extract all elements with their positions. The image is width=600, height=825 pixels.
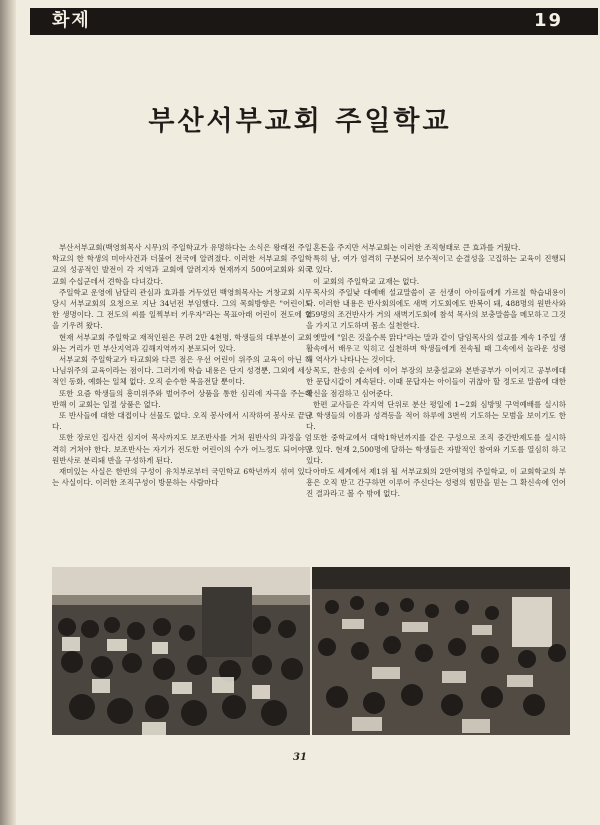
paragraph: 또한 중학교에서 대학1학년까지를 같은 구성으로 조직 중간반제도를 실시하고 있다. 현재 2,500명에 달하는 학생들은 자발적인 참여와 기도를 열심히 하고 있다.: [306, 433, 566, 465]
footer-page-number: 31: [293, 752, 307, 763]
paragraph: 특히 남, 여가 엄격히 구분되어 보수적이고 순결성을 고집하는 교육이 진행되고 있다.: [306, 254, 566, 275]
article-column-left: [52, 242, 312, 488]
paragraph: 한편 교사들은 각지역 단위로 분산 평일에 1~2회 심방및 구역예배를 실시하고 학생들의 이름과 성격등을 적어 하루에 3번씩 기도하는 모범을 보이기도 한다.: [306, 399, 566, 432]
paragraph: 주일학교 운영에 남달리 관심과 효과를 거두었던 백영희목사는 거창교회 시무당시 서부교회의 요청으로 지난 34년전 부임했다. 그의 목회방향은 "어린이도 한 생명이다. 그 전도의 씨를 일찍부터 키우자"라는 목표아래 어린이 전도에 힘을 기우려 왔다.: [52, 287, 312, 331]
section-label: 화제: [52, 10, 91, 31]
paragraph: 또 반사들에 대한 대접이나 선물도 없다. 오직 봉사에서 시작하여 봉사로 끝난다.: [52, 411, 312, 432]
paragraph: 목도, 찬송의 순서에 이어 부장의 보충설교와 본반공부가 이어지고 공부에대한 문답시갑이 계속된다. 이때 문답자는 아이들이 귀찮아 할 정도로 말씀에 대한 확신을 점검하고 심어준다.: [306, 366, 566, 398]
paragraph: 아마도 세계에서 제1위 될 서부교회의 2만여명의 주일학교, 이 교회학교의 부흥은 오직 받고 간구하면 이루어 주신다는 성령의 힘만을 믿는 그 확신속에 언어진 결과라고 볼 수 밖에 없다.: [306, 467, 566, 499]
paragraph: 옛말에 "읽은 것을수록 맑다"라는 말과 같이 담임목사의 설교를 계속 1주일 생활속에서 배우고 익히고 실천하며 학생들에게 전속될 때 그속에서 놀라운 성령의 역사가 나타나는 것이다.: [306, 332, 566, 365]
article-column-right: [306, 242, 566, 500]
page-spine-shadow: [0, 0, 16, 825]
paragraph: 서부교회 주일학교가 타교회와 다른 점은 우선 어린이 위주의 교육이 아닌 하나님위주의 교육이라는 점이다. 그러기에 학습 내용은 단지 성경뿐, 그외에 세상적인 동화, 예화는 일체 없다. 오직 순수한 복음전달 뿐이다.: [52, 355, 312, 387]
paragraph: 목사의 주일낮 대예배 설교말씀이 곧 선생이 아이들에게 가르칠 학습내용이다. 이러한 내용은 반사회의에도 새벽 기도회에도 반복이 돼, 488명의 원반사와 259명의 조건반사가 거의 새벽기도회에 참석 목사의 보충말씀을 메모하고 그것을 가지고 기도하며 몸소 실천한다.: [306, 287, 566, 331]
paragraph: 이 교회의 주일학교 교재는 없다.: [313, 276, 420, 286]
paragraph: 부산서부교회(백영희목사 시무)의 주일학교가 유명하다는 소식은 왕래전 주일학교의 한 학생의 미아사건과 더불어 전국에 알려졌다. 이러한 서부교회 주일학교의 성공적인 발전이 각 지역과 교회에 알려지자 현재까지 500여교회와 외국교회 수십군데서 견학을 다녀갔다.: [52, 243, 312, 286]
photo-children-congregation: [52, 567, 310, 735]
photo-sunday-school-class: [312, 567, 570, 735]
article-title: 부산서부교회 주일학교: [148, 106, 452, 138]
paragraph: 또한 장로인 집사건 심지어 목사까지도 보조반사를 거쳐 원반사의 과정을 엄격히 거쳐야 한다. 보조반사는 자기가 전도한 어린이의 수가 어느정도 되어야만 원반사로 분리돼 반을 구성하게 된다.: [52, 433, 312, 465]
header-page-number: 19: [534, 10, 564, 31]
paragraph: 현재 서부교회 주일학교 재적인원은 무려 2만 4천명, 학생들의 대부분이 교회와는 거리가 먼 부산지역과 김해지역까지 분포되어 있다.: [52, 332, 312, 353]
paragraph: 재미있는 사실은 한반의 구성이 유치부로부터 국민학교 6학년까지 섞여 있다는 사실이다. 이러한 조직구성이 방문하는 사람마다: [52, 467, 312, 488]
header-bar: [30, 8, 598, 35]
paragraph: 또한 요즘 학생들의 흥미위주와 벌어주어 상품을 통한 심리에 자극을 주는데 반해 이 교회는 일절 상품은 없다.: [52, 388, 312, 409]
paragraph: 혼돈을 주지만 서부교회는 이러한 조직형태로 큰 효과를 거뒀다.: [313, 243, 521, 252]
